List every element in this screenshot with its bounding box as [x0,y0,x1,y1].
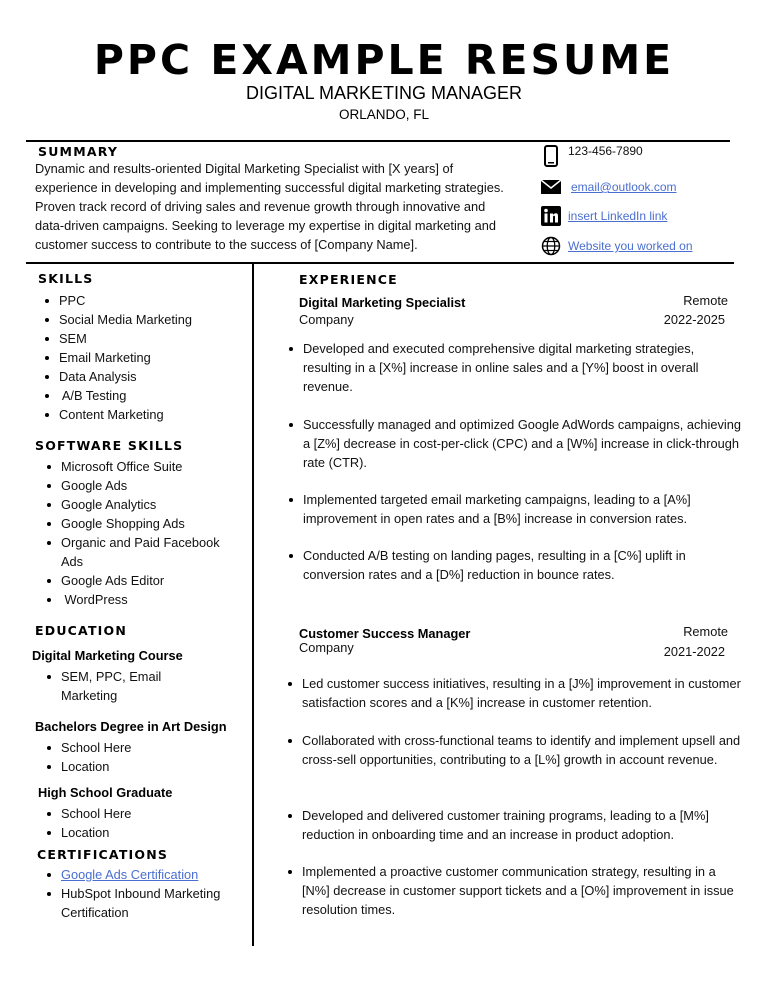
education-list [61,738,231,776]
column-divider [252,263,254,946]
education-list [61,667,181,705]
education-title: High School Graduate [38,785,173,800]
education-title: Digital Marketing Course [32,648,183,663]
list-item: Microsoft Office Suite [61,457,231,476]
job-company: Company [299,312,354,327]
phone-text: 123-456-7890 [568,144,643,158]
job-bullet: Developed and delivered customer training programs, leading to a [M%] reduction in onboarding time and an increase in product adoption. [302,806,742,844]
phone-icon [540,145,562,167]
job-bullet: Conducted A/B testing on landing pages, resulting in a [C%] uplift in conversion rates and a [D%] reduction in bounce rates. [303,546,743,584]
linkedin-link[interactable]: insert LinkedIn link [568,209,668,223]
skills-list [59,291,249,424]
education-title: Bachelors Degree in Art Design [35,719,227,734]
list-item: Google Analytics [61,495,231,514]
job-title: Digital Marketing Specialist [299,295,466,310]
contact-phone [540,145,740,167]
certifications-heading: CERTIFICATIONS [37,847,169,862]
experience-heading: EXPERIENCE [299,272,398,287]
mail-icon [540,176,562,198]
linkedin-icon [540,205,562,227]
email-link[interactable]: email@outlook.com [571,180,677,194]
job-bullet: Led customer success initiatives, resulting in a [J%] improvement in customer satisfaction scores and a [K%] increase in customer retention. [302,676,741,710]
software-skills-heading: SOFTWARE SKILLS [35,438,184,453]
list-item: Location [61,757,231,776]
list-item: School Here [61,804,231,823]
skills-heading: SKILLS [38,271,94,286]
job-title: Customer Success Manager [299,626,471,641]
website-link[interactable]: Website you worked on [568,239,693,253]
certifications-list [61,865,241,922]
list-item: Content Marketing [59,405,249,424]
summary-text: Dynamic and results-oriented Digital Marketing Specialist with [X years] of experience in developing and implementing successful digital marketing strategies. Proven track record of driving sales and revenue growth through innovative and data-driven campaigns. Seeking to leverage my expertise in digital marketing and customer success to contribute to the success of [Company Name]. [35,161,504,252]
certification-link[interactable]: Google Ads Certification [61,867,199,882]
list-item: Location [61,823,231,842]
list-item: PPC [59,291,249,310]
list-item: Social Media Marketing [59,310,249,329]
list-item [61,865,241,884]
resume-role: DIGITAL MARKETING MANAGER [245,83,523,103]
job-location: Remote [683,624,728,639]
list-item: Google Ads [61,476,231,495]
list-item: A/B Testing [59,386,249,405]
globe-icon [540,235,562,257]
header-divider [26,140,730,142]
list-item: SEM, PPC, Email Marketing [61,667,181,705]
contact-website[interactable] [540,235,740,257]
list-item: HubSpot Inbound Marketing Certification [61,884,241,922]
software-skills-list [61,457,231,609]
contact-linkedin[interactable] [540,205,740,227]
job-dates: 2022-2025 [663,312,725,327]
job-bullet: Implemented targeted email marketing campaigns, leading to a [A%] improvement in open rates and a [B%] increase in conversion rates. [303,490,743,528]
summary-heading: SUMMARY [38,144,119,159]
job-bullet: Implemented a proactive customer communication strategy, resulting in a [N%] decrease in customer support tickets and a [O%] improvement in issue resolution times. [302,862,742,919]
section-divider [26,262,734,264]
job-dates: 2021-2022 [663,644,725,659]
list-item: Organic and Paid Facebook Ads [61,533,231,571]
job-bullet: Collaborated with cross-functional teams to identify and implement upsell and cross-sell opportunities, contributing to a [L%] growth in account revenue. [302,733,741,767]
job-location: Remote [683,293,728,308]
resume-name: PPC EXAMPLE RESUME [93,36,675,84]
list-item: Email Marketing [59,348,249,367]
list-item: Google Ads Editor [61,571,231,590]
list-item: SEM [59,329,249,348]
job-bullet: Successfully managed and optimized Google AdWords campaigns, achieving a [Z%] decrease in cost-per-click (CPC) and a [W%] increase in click-through rate (CTR). [303,415,743,472]
education-heading: EDUCATION [35,623,128,638]
contact-email[interactable] [540,176,740,198]
list-item: WordPress [61,590,231,609]
education-list [61,804,231,842]
resume-location: ORLANDO, FL [338,107,430,122]
job-company: Company [299,640,354,655]
list-item: Data Analysis [59,367,249,386]
list-item: School Here [61,738,231,757]
list-item: Google Shopping Ads [61,514,231,533]
job-bullet: Developed and executed comprehensive digital marketing strategies, resulting in a [X%] increase in online sales and a [Y%] boost in overall revenue. [303,339,743,396]
